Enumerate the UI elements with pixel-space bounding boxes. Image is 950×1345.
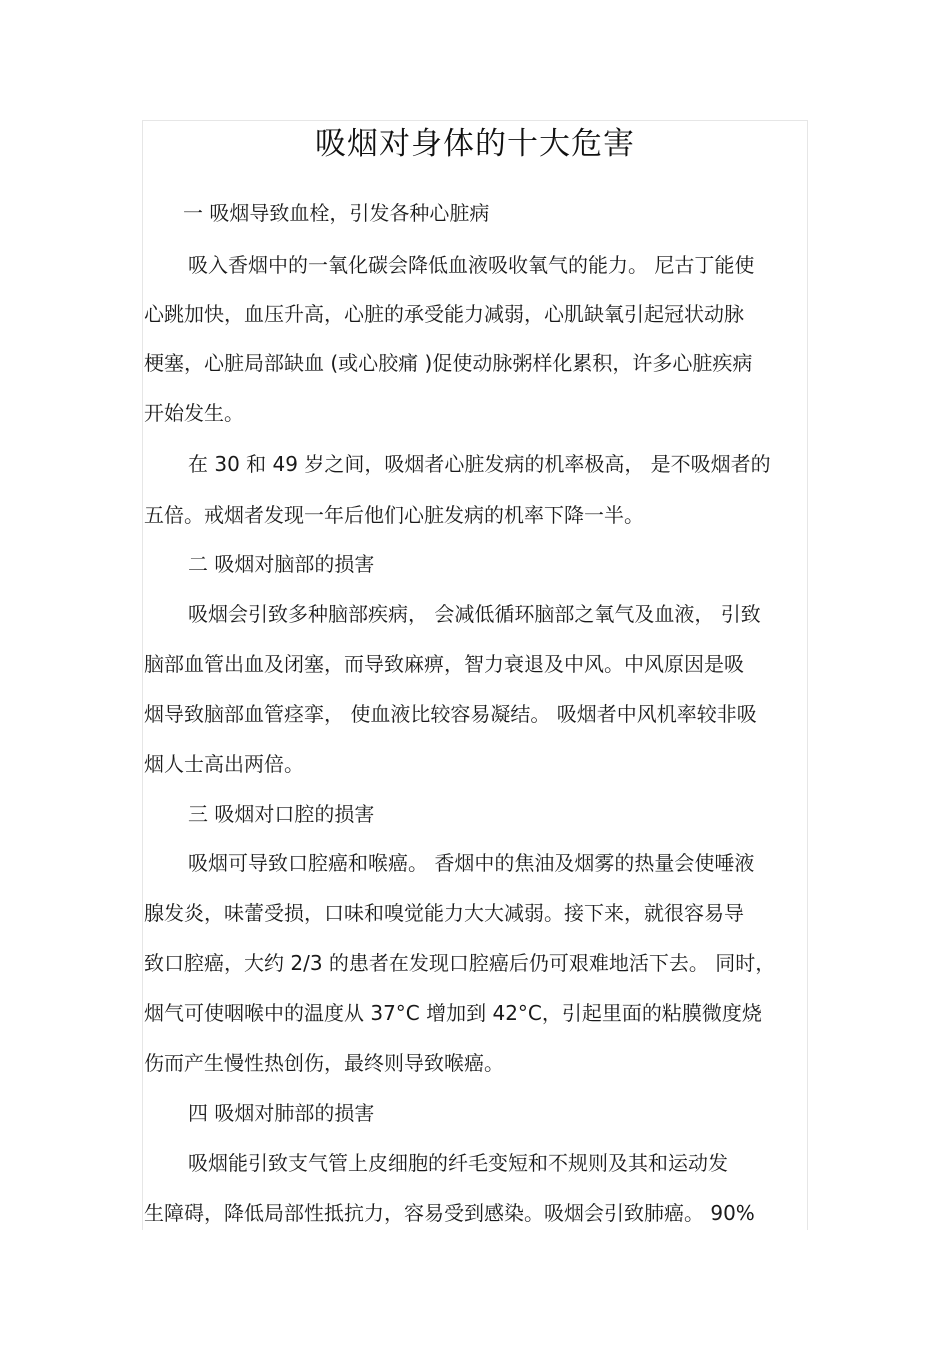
section-heading-1: 一 吸烟导致血栓，引发各种心脏病	[183, 201, 490, 225]
paragraph-line: 腺发炎，味蕾受损，口味和嗅觉能力大大减弱。接下来，就很容易导	[144, 901, 744, 925]
paragraph-line: 伤而产生慢性热创伤，最终则导致喉癌。	[144, 1051, 504, 1075]
paragraph-line: 生障碍，降低局部性抵抗力，容易受到感染。吸烟会引致肺癌。 90%	[144, 1201, 755, 1225]
paragraph-line: 吸烟会引致多种脑部疾病， 会减低循环脑部之氧气及血液， 引致	[188, 602, 761, 626]
section-heading-4: 四 吸烟对肺部的损害	[188, 1101, 375, 1125]
paragraph-line: 吸入香烟中的一氧化碳会降低血液吸收氧气的能力。 尼古丁能使	[188, 253, 755, 277]
paragraph-line: 吸烟可导致口腔癌和喉癌。 香烟中的焦油及烟雾的热量会使唾液	[188, 851, 755, 875]
paragraph-line: 梗塞，心脏局部缺血 (或心胶痛 )促使动脉粥样化累积，许多心脏疾病	[144, 351, 753, 375]
paragraph-line: 脑部血管出血及闭塞，而导致麻痹，智力衰退及中风。中风原因是吸	[144, 652, 744, 676]
section-heading-3: 三 吸烟对口腔的损害	[188, 802, 375, 826]
section-heading-2: 二 吸烟对脑部的损害	[188, 552, 375, 576]
paragraph-line: 烟气可使咽喉中的温度从 37°C 增加到 42°C，引起里面的粘膜微度烧	[144, 1001, 762, 1025]
paragraph-line: 五倍。戒烟者发现一年后他们心脏发病的机率下降一半。	[144, 503, 644, 527]
paragraph-line: 心跳加快，血压升高，心脏的承受能力减弱，心肌缺氧引起冠状动脉	[144, 302, 744, 326]
paragraph-line: 吸烟能引致支气管上皮细胞的纤毛变短和不规则及其和运动发	[188, 1151, 728, 1175]
paragraph-line: 烟人士高出两倍。	[144, 752, 304, 776]
page-title: 吸烟对身体的十大危害	[315, 126, 635, 162]
paragraph-line: 在 30 和 49 岁之间，吸烟者心脏发病的机率极高， 是不吸烟者的	[188, 452, 771, 476]
paragraph-line: 致口腔癌，大约 2/3 的患者在发现口腔癌后仍可艰难地活下去。 同时，	[144, 951, 776, 975]
paragraph-line: 烟导致脑部血管痉挛， 使血液比较容易凝结。 吸烟者中风机率较非吸	[144, 702, 757, 726]
paragraph-line: 开始发生。	[144, 401, 244, 425]
